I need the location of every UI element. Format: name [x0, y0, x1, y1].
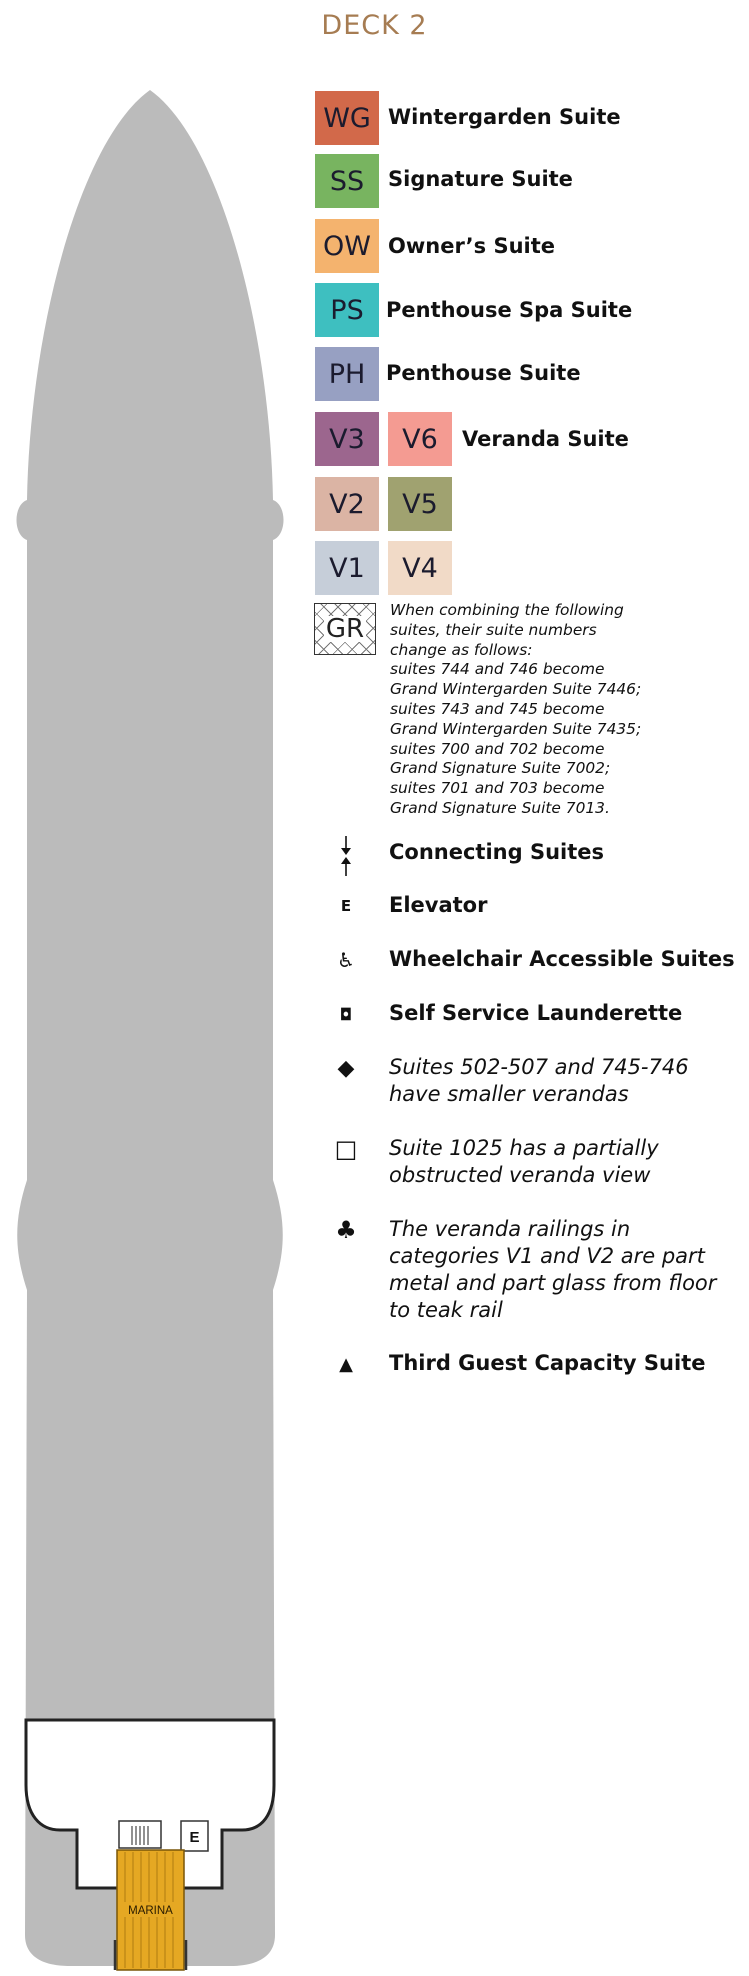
note-line: The veranda railings in [389, 1217, 631, 1241]
category-label-ph: Penthouse Suite [386, 361, 581, 385]
launderette-icon: ◘ [339, 1004, 353, 1024]
category-chip-ow: OW [315, 219, 379, 273]
ship-diagram [0, 0, 300, 1976]
note-line: Suite 1025 has a partially [389, 1136, 659, 1160]
grand-suite-note [390, 601, 710, 819]
note-line: obstructed veranda view [389, 1163, 651, 1187]
gr-note-line: suites, their suite numbers [390, 620, 597, 639]
note-line: metal and part glass from floor [389, 1271, 717, 1295]
third-guest-label: Third Guest Capacity Suite [389, 1351, 706, 1375]
category-label-veranda: Veranda Suite [462, 427, 629, 451]
connecting-suites-icon [328, 834, 364, 878]
category-chip-v2: V2 [315, 477, 379, 531]
gr-note-line: suites 700 and 702 become [390, 739, 605, 758]
category-label-ps: Penthouse Spa Suite [386, 298, 633, 322]
gr-note-line: suites 744 and 746 become [390, 660, 605, 679]
railings-note [389, 1216, 716, 1324]
elevator-icon: E [340, 897, 352, 915]
ship-elevator-label: E [189, 1829, 200, 1846]
smaller-veranda-note [389, 1054, 689, 1108]
gr-note-line: suites 701 and 703 become [390, 779, 605, 798]
category-chip-v5: V5 [388, 477, 452, 531]
ship-hull [17, 90, 284, 1966]
category-chip-ps: PS [315, 283, 379, 337]
note-line: have smaller verandas [389, 1082, 629, 1106]
launderette-label: Self Service Launderette [389, 1001, 683, 1025]
wheelchair-icon: ♿ [337, 948, 355, 972]
category-chip-v1: V1 [315, 541, 379, 595]
gr-note-line: Grand Wintergarden Suite 7446; [390, 680, 642, 699]
category-chip-ss: SS [315, 154, 379, 208]
gr-note-line: change as follows: [390, 640, 533, 659]
gr-note-line: When combining the following [390, 601, 624, 619]
category-label-wg: Wintergarden Suite [388, 105, 621, 129]
category-label-ss: Signature Suite [388, 167, 573, 191]
category-chip-gr [314, 603, 376, 655]
note-line: to teak rail [389, 1298, 503, 1322]
diamond-icon: ◆ [337, 1055, 355, 1081]
wheelchair-accessible-label: Wheelchair Accessible Suites [389, 947, 735, 971]
category-chip-v6: V6 [388, 412, 452, 466]
club-icon: ♣ [335, 1216, 357, 1244]
connecting-suites-label: Connecting Suites [389, 840, 605, 864]
deck-title: DECK 2 [321, 10, 428, 41]
gr-note-line: Grand Signature Suite 7002; [390, 759, 611, 778]
obstructed-view-note [389, 1135, 659, 1189]
category-chip-v3: V3 [315, 412, 379, 466]
connecting-arrows-icon [339, 834, 353, 878]
category-label-ow: Owner’s Suite [388, 234, 556, 258]
category-chip-v4: V4 [388, 541, 452, 595]
marina-label: MARINA [128, 1905, 173, 1917]
note-line: Suites 502-507 and 745-746 [389, 1055, 689, 1079]
category-chip-ph: PH [315, 347, 379, 401]
gr-note-line: Grand Wintergarden Suite 7435; [390, 719, 642, 738]
gr-note-line: Grand Signature Suite 7013. [390, 798, 610, 817]
gr-code: GR [325, 614, 365, 644]
category-chip-wg: WG [315, 91, 379, 145]
triangle-icon: ▲ [339, 1353, 353, 1375]
gr-note-line: suites 743 and 745 become [390, 699, 605, 718]
note-line: categories V1 and V2 are part [389, 1244, 705, 1268]
square-icon: □ [334, 1135, 358, 1163]
elevator-label: Elevator [389, 893, 488, 917]
